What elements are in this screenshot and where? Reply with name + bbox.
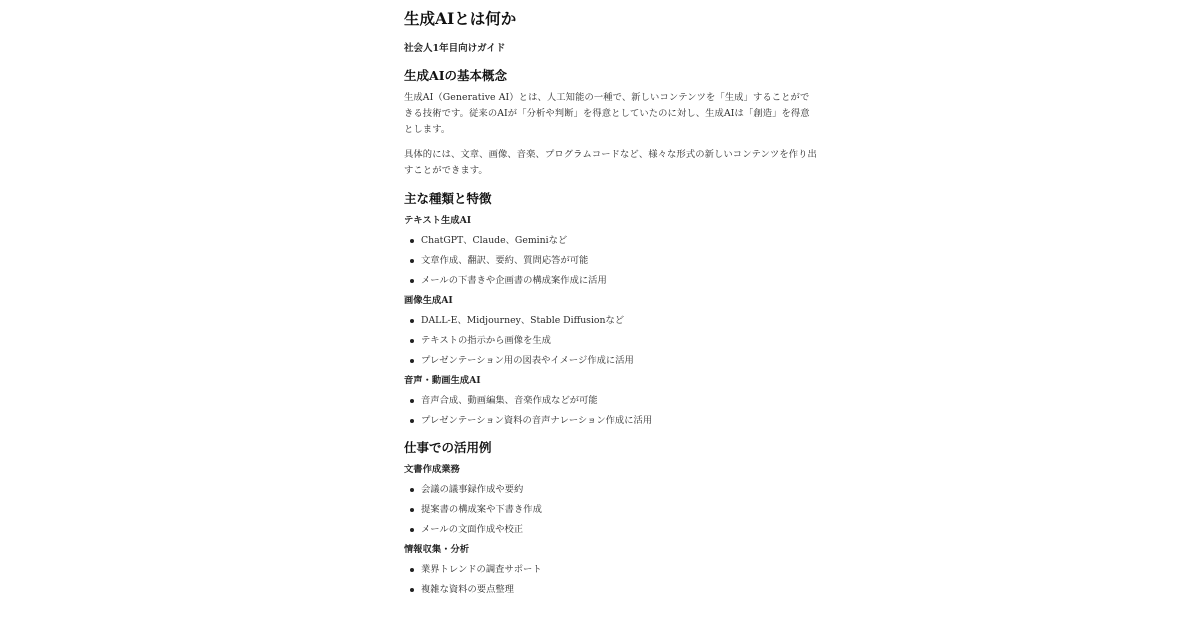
bullet-list [404, 234, 818, 288]
bullet-icon [410, 588, 414, 592]
list-item [408, 394, 818, 408]
list-item-text: 音声合成、動画編集、音楽作成などが可能 [421, 395, 598, 406]
paragraph: 生成AI（Generative AI）とは、人工知能の一種で、新しいコンテンツを「生成」することができる技術です。従来のAIが「分析や判断」を得意としていたのに対し、生成AIは「創造」を得意とします。 [404, 92, 810, 135]
bullet-icon [410, 259, 414, 263]
list-item-text: プレゼンテーション資料の音声ナレーション作成に活用 [421, 415, 653, 426]
list-item-text: メールの下書きや企画書の構成案作成に活用 [421, 275, 607, 286]
list-item [408, 483, 818, 497]
section-heading-types: 主な種類と特徴 [404, 191, 492, 206]
bullet-list [404, 483, 818, 537]
bullet-icon [410, 419, 414, 423]
list-item-text: ChatGPT、Claude、Geminiなど [421, 235, 568, 246]
section-heading-use-cases: 仕事での活用例 [404, 440, 492, 455]
list-item-text: 提案書の構成案や下書き作成 [421, 504, 542, 515]
bullet-icon [410, 279, 414, 283]
bullet-icon [410, 508, 414, 512]
bullet-icon [410, 528, 414, 532]
article [404, 0, 818, 603]
list-item [408, 234, 818, 248]
subsection-heading-audio-video-ai: 音声・動画生成AI [404, 375, 481, 386]
list-item-text: テキストの指示から画像を生成 [421, 335, 551, 346]
bullet-icon [410, 239, 414, 243]
bullet-icon [410, 488, 414, 492]
subsection-heading-image-ai: 画像生成AI [404, 295, 453, 306]
list-item [408, 583, 818, 597]
page-title: 生成AIとは何か [404, 9, 517, 28]
list-item [408, 563, 818, 577]
list-item-text: DALL-E、Midjourney、Stable Diffusionなど [421, 315, 625, 326]
page-subtitle: 社会人1年目向けガイド [404, 43, 506, 54]
bullet-icon [410, 399, 414, 403]
list-item-text: プレゼンテーション用の図表やイメージ作成に活用 [421, 355, 634, 366]
subsection-heading-research: 情報収集・分析 [404, 544, 470, 555]
subsection-heading-text-ai: テキスト生成AI [404, 215, 472, 226]
paragraph: 具体的には、文章、画像、音楽、プログラムコードなど、様々な形式の新しいコンテンツを作り出すことができます。 [404, 149, 817, 176]
bullet-icon [410, 319, 414, 323]
section-heading-concept: 生成AIの基本概念 [404, 68, 508, 83]
list-item-text: 会議の議事録作成や要約 [421, 484, 524, 495]
list-item [408, 523, 818, 537]
list-item-text: 複雑な資料の要点整理 [421, 584, 514, 595]
list-item [408, 314, 818, 328]
bullet-icon [410, 568, 414, 572]
list-item [408, 274, 818, 288]
list-item-text: 業界トレンドの調査サポート [421, 564, 542, 575]
list-item [408, 414, 818, 428]
bullet-list [404, 563, 818, 597]
list-item [408, 503, 818, 517]
list-item [408, 254, 818, 268]
bullet-icon [410, 339, 414, 343]
bullet-list [404, 394, 818, 428]
list-item-text: 文章作成、翻訳、要約、質問応答が可能 [421, 255, 589, 266]
bullet-icon [410, 359, 414, 363]
subsection-heading-document-work: 文書作成業務 [404, 464, 460, 475]
list-item [408, 334, 818, 348]
list-item [408, 354, 818, 368]
list-item-text: メールの文面作成や校正 [421, 524, 524, 535]
bullet-list [404, 314, 818, 368]
